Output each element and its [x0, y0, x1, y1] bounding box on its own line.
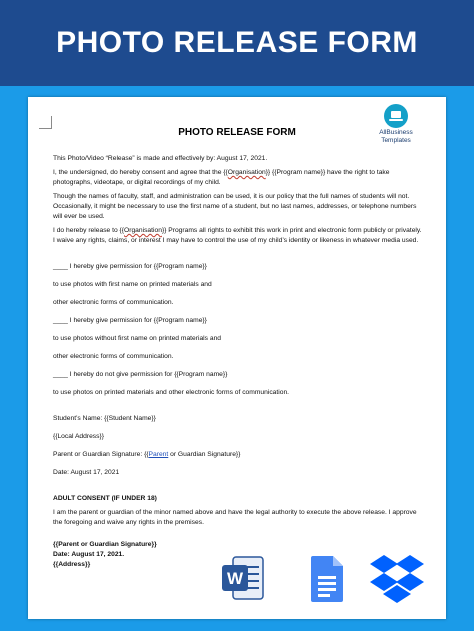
release-paragraph: I do hereby release to {{Organisation}} Programs all rights to exhibit this work in print and electronic form publicly or privately. I waive any rights, claims, or interest I may have to control the use of my child’s identity or likeness in whatever media used. [53, 227, 422, 244]
document-title: PHOTO RELEASE FORM [178, 127, 296, 138]
adult-consent-paragraph: I am the parent or guardian of the minor named above and have the legal authority to execute the above release. I approve the foregoing and waive any rights in the premises. [53, 509, 417, 526]
dropbox-icon[interactable] [369, 553, 425, 610]
permission-option-3: ____ I hereby do not give permission for {{Program name}} [53, 371, 228, 378]
document-page [28, 97, 446, 619]
consent-paragraph: I, the undersigned, do hereby consent and agree that the {{Organisation}} {{Program name}} have the right to take photographs, videotape, or digital recordings of my child. [53, 169, 390, 186]
permission-option-3-line2: to use photos on printed materials and other electronic forms of communication. [53, 389, 290, 396]
parent-link[interactable]: Parent [148, 451, 169, 458]
word-icon[interactable] [221, 555, 265, 606]
logo-line1: AllBusiness [379, 129, 413, 136]
permission-option-1-line3: other electronic forms of communication. [53, 299, 174, 306]
logo-line2: Templates [381, 137, 411, 144]
local-address-field: {{Local Address}} [53, 433, 104, 440]
organisation-word: Organisation [124, 227, 162, 234]
organisation-word: Organisation [227, 169, 266, 176]
banner-title: PHOTO RELEASE FORM [56, 26, 418, 59]
google-docs-icon[interactable] [309, 555, 345, 608]
app-icons-row [221, 555, 431, 609]
permission-option-2-line2: to use photos without first name on printed materials and [53, 335, 222, 342]
allbusiness-logo [366, 104, 426, 144]
names-policy-paragraph: Though the names of faculty, staff, and administration can be used, it is our policy that the full names of students will not. Occasionally, it might be necessary to use the first name of a student, but no last names, addresses, or telephone numbers will ever be used. [53, 193, 417, 220]
permission-option-1: ____ I hereby give permission for {{Program name}} [53, 263, 207, 270]
final-address-field: {{Address}} [53, 561, 91, 568]
permission-option-2-line3: other electronic forms of communication. [53, 353, 174, 360]
laptop-icon [384, 104, 408, 128]
final-signature-field: {{Parent or Guardian Signature}} [53, 541, 157, 548]
intro-paragraph: This Photo/Video “Release” is made and effectively by: August 17, 2021. [53, 155, 268, 162]
permission-option-2: ____ I hereby give permission for {{Program name}} [53, 317, 207, 324]
document-body [53, 154, 425, 570]
permission-option-1-line2: to use photos with first name on printed materials and [53, 281, 212, 288]
header-banner [0, 0, 474, 86]
adult-consent-heading: ADULT CONSENT (IF UNDER 18) [53, 495, 157, 502]
student-name-field: Student’s Name: {{Student Name}} [53, 415, 156, 422]
word-letter: W [226, 569, 244, 588]
date-field: Date: August 17, 2021 [53, 469, 120, 476]
parent-signature-field: Parent or Guardian Signature: {{Parent or Guardian Signature}} [53, 451, 241, 458]
final-date-field: Date: August 17, 2021. [53, 551, 125, 558]
